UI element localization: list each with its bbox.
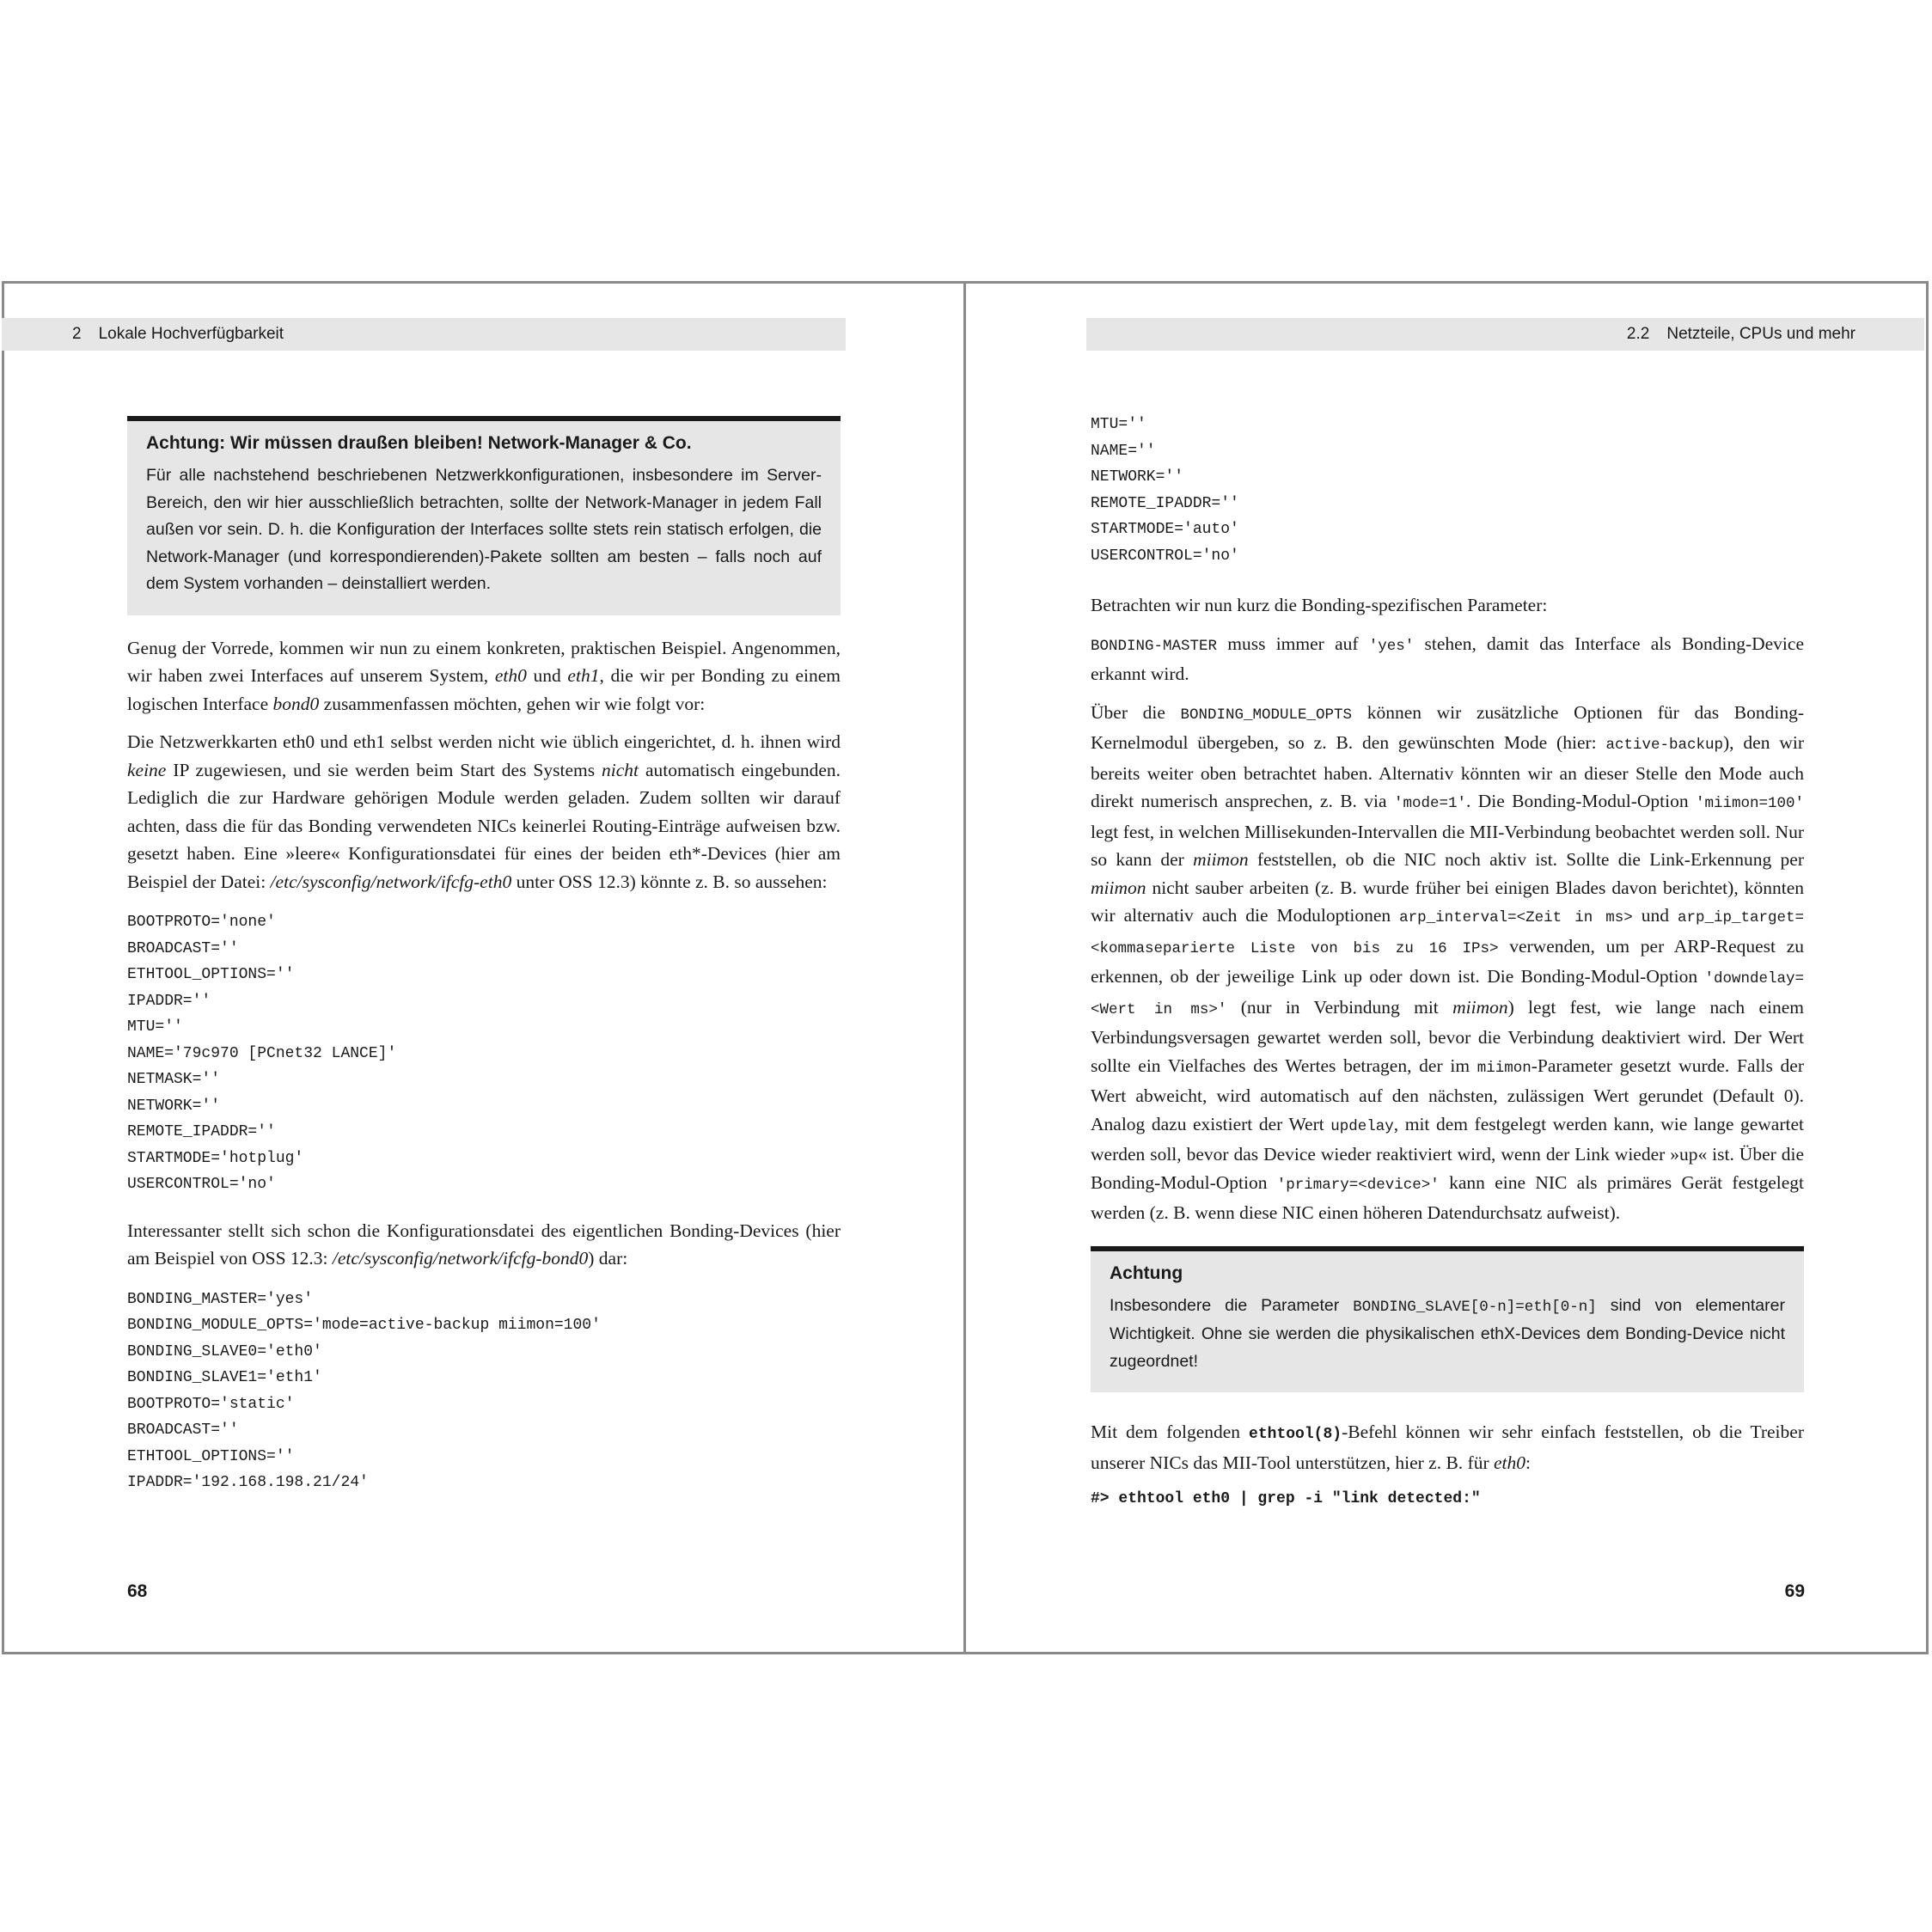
page-number: 69 — [1784, 1581, 1805, 1601]
page-number: 68 — [127, 1581, 148, 1601]
paragraph: Betrachten wir nun kurz die Bonding-spezifischen Parameter: — [1091, 595, 1548, 615]
warning-text: Für alle nachstehend beschriebenen Netzwerkkonfigurationen, insbesondere im Server-Bereich, den wir hier ausschließlich betrachten, sollte der Network-Manager in jedem Fall außen vor sein. D. h. die Konfiguration der Interfaces sollte stets rein statisch erfolgen, die Network-Manager (und korrespondierenden)-Pakete sollten am besten – falls noch auf dem System vorhanden – deinstalliert werden. — [146, 466, 822, 593]
chapter-title: Lokale Hochverfügbarkeit — [98, 325, 284, 343]
shell-command: #> ethtool eth0 | grep -i "link detected:" — [1091, 1490, 1481, 1507]
running-header — [1086, 318, 1924, 351]
left-page — [2, 281, 963, 1654]
section-title: Netzteile, CPUs und mehr — [1666, 325, 1856, 343]
paragraph: BONDING-MASTER muss immer auf 'yes' stehen, damit das Interface als Bonding-Device erkannt wird. — [1091, 633, 1804, 684]
warning-title: Achtung — [1110, 1263, 1183, 1283]
warning-text: Insbesondere die Parameter BONDING_SLAVE[0-n]=eth[0-n] sind von elementarer Wichtigkeit. Ohne sie werden die physikalischen ethX-Devices dem Bonding-Device nicht zugeordnet! — [1110, 1295, 1785, 1371]
chapter-number: 2 — [72, 325, 82, 343]
warning-title: Achtung: Wir müssen draußen bleiben! Network-Manager & Co. — [146, 433, 692, 453]
warning-box — [1091, 1246, 1804, 1393]
code-listing-eth0: BOOTPROTO='none' BROADCAST='' ETHTOOL_OPTIONS='' IPADDR='' MTU='' NAME='79c970 [PCnet32 LANCE]' NETMASK='' NETWORK='' REMOTE_IPADDR='' STARTMODE='hotplug' USERCONTROL='no' — [127, 914, 397, 1193]
left-content — [127, 416, 841, 1496]
code-listing-bond0: BONDING_MASTER='yes' BONDING_MODULE_OPTS='mode=active-backup miimon=100' BONDING_SLAVE0='eth0' BONDING_SLAVE1='eth1' BOOTPROTO='static' BROADCAST='' ETHTOOL_OPTIONS='' IPADDR='192.168.198.21/24' — [127, 1290, 601, 1491]
warning-box — [127, 416, 841, 615]
paragraph: Über die BONDING_MODULE_OPTS können wir zusätzliche Optionen für das Bonding-Kernelmodul übergeben, so z. B. den gewünschten Mode (hier: active-backup), den wir bereits weiter oben betrachtet haben. Alternativ könnten wir an dieser Stelle den Mode auch direkt numerisch ansprechen, z. B. via 'mode=1'. Die Bonding-Modul-Option 'miimon=100' legt fest, in welchen Millisekunden-Intervallen die MII-Verbindung beobachtet werden soll. Nur so kann der miimon feststellen, ob die NIC noch aktiv ist. Sollte die Link-Erkennung per miimon nicht sauber arbeiten (z. B. wurde früher bei einigen Blades davon berichtet), könnten wir alternativ auch die Moduloptionen arp_interval=<Zeit in ms> und arp_ip_target=<kommaseparierte Liste von bis zu 16 IPs> verwenden, um per ARP-Request zu erkennen, ob der jeweilige Link up oder down ist. Die Bonding-Modul-Option 'downdelay=<Wert in ms>' (nur in Verbindung mit miimon) legt fest, wie lange nach einem Verbindungsversagen gewartet werden soll, bevor die Verbindung deaktiviert wird. Der Wert sollte ein Vielfaches des Wertes betragen, der im miimon-Parameter gesetzt wurde. Falls der Wert abweicht, wird automatisch auf den nächsten, zulässigen Wert gerundet (Default 0). Analog dazu existiert der Wert updelay, mit dem festgelegt werden kann, wie lange gewartet werden soll, bevor das Device wieder reaktiviert wird, wenn der Link wieder »up« ist. Über die Bonding-Modul-Option 'primary=<device>' kann eine NIC als primäres Gerät festgelegt werden (z. B. wenn diese NIC einen höheren Datendurchsatz aufweist). — [1091, 701, 1804, 1223]
paragraph: Genug der Vorrede, kommen wir nun zu einem konkreten, praktischen Beispiel. Angenommen, wir haben zwei Interfaces auf unserem System, eth0 und eth1, die wir per Bonding zu einem logischen Interface bond0 zusammenfassen möchten, gehen wir wie folgt vor: — [127, 637, 841, 714]
code-listing-continued: MTU='' NAME='' NETWORK='' REMOTE_IPADDR='' STARTMODE='auto' USERCONTROL='no' — [1091, 416, 1239, 565]
right-page — [966, 281, 1926, 1654]
paragraph: Die Netzwerkkarten eth0 und eth1 selbst werden nicht wie üblich eingerichtet, d. h. ihnen wird keine IP zugewiesen, und sie werden beim Start des Systems nicht automatisch eingebunden. Lediglich die zur Hardware gehörigen Module werden geladen. Zudem sollten wir darauf achten, dass die für das Bonding verwendeten NICs keinerlei Routing-Einträge aufweisen bzw. gesetzt haben. Eine »leere« Konfigurationsdatei für eines der beiden eth*-Devices (hier am Beispiel der Datei: /etc/sysconfig/network/ifcfg-eth0 unter OSS 12.3) könnte z. B. so aussehen: — [127, 731, 841, 892]
paragraph: Interessanter stellt sich schon die Konfigurationsdatei des eigentlichen Bonding-Devices (hier am Beispiel von OSS 12.3: /etc/sysconfig/network/ifcfg-bond0) dar: — [127, 1220, 841, 1269]
paragraph: Mit dem folgenden ethtool(8)-Befehl können wir sehr einfach feststellen, ob die Treiber unserer NICs das MII-Tool unterstützen, hier z. B. für eth0: — [1091, 1421, 1804, 1473]
right-content — [1091, 412, 1804, 1507]
running-header — [2, 318, 846, 351]
section-number: 2.2 — [1626, 325, 1650, 343]
